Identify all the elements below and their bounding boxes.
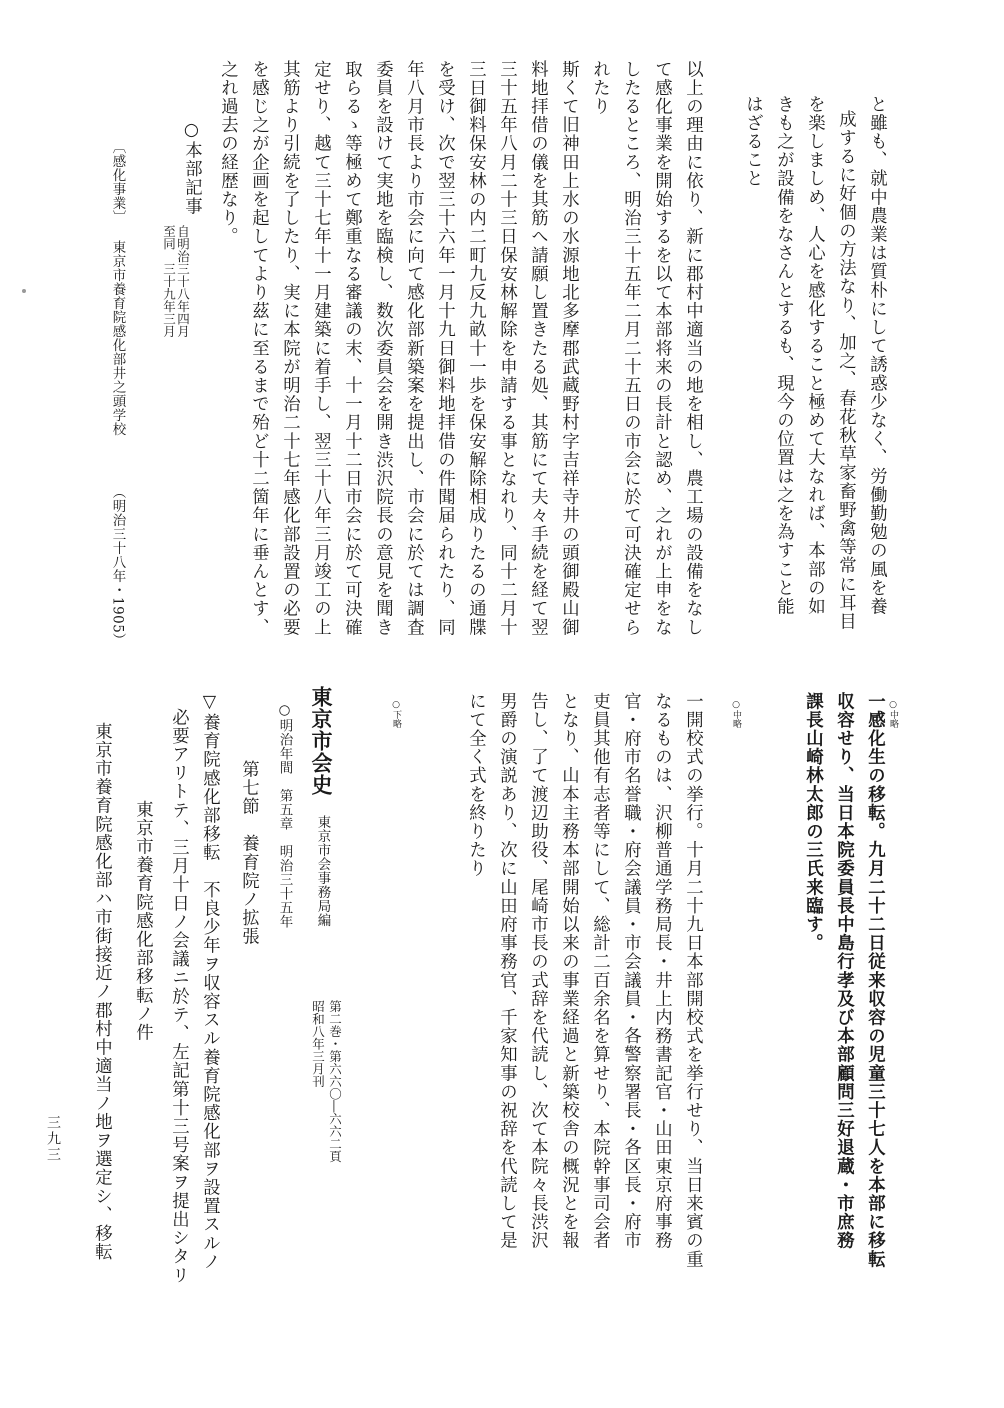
lower-block2-line-8: にて全く式を終りたり — [465, 692, 486, 878]
karyaku-note: ○下略 — [391, 700, 401, 728]
lower-block2-line-3: 官・府市名誉職・府会議員・市会議員・各警察署長・各区長・府市 — [620, 692, 641, 1250]
date-range-from: 自明治三十八年四月 — [175, 225, 191, 338]
upper-line-4: きも之が設備をなさんとするも、現今の位置は之を為すこと能 — [773, 95, 794, 616]
publication-date: 昭和八年三月刊 — [310, 1000, 326, 1088]
upper-line-6: 以上の理由に依り、新に郡村中適当の地を相し、農工場の設備をなし — [682, 60, 703, 637]
upper-line-12: 三十五年八月二十三日保安林解除を申請する事となれり、同十二月十 — [496, 60, 517, 637]
upper-line-11: 料地拝借の儀を其筋へ請願し置きたる処、其筋にて夫々手続を経て翌 — [527, 60, 548, 637]
item-line-4: 東京市養育院感化部ハ市街接近ノ郡村中適当ノ地ヲ選定シ、移転 — [91, 722, 112, 1262]
source-year: （明治三十八年・1905） — [109, 485, 126, 648]
margin-speck — [22, 289, 26, 293]
upper-line-18: 定せり、越て三十七年十一月建築に着手し、翌三十八年三月竣工の上 — [310, 60, 331, 637]
editor-credit: 東京市会事務局編 — [314, 815, 331, 927]
tokyo-shikai-shi-title: 東京市会史 — [309, 686, 334, 796]
lower-block2-line-2: なるものは、沢柳普通学務局長・井上内務書記官・山田東京府事務 — [651, 692, 672, 1250]
upper-line-20: を感じ之が企画を起してより茲に至るまで殆ど十二箇年に垂んとす、 — [248, 60, 269, 637]
lower-block1-line-3: 課長山崎林太郎の三氏来臨す。 — [802, 692, 823, 953]
lower-block2-line-7: 男爵の演説あり、次に山田府事務官、千家知事の祝辞を代読して是 — [496, 692, 517, 1250]
upper-line-15: 年八月市長より市会に向て感化部新築案を提出し、市会に於ては調査 — [403, 60, 424, 637]
item-line-2: 必要アリトテ、三月十日ノ会議ニ於テ、左記第十三号案ヲ提出シタリ — [168, 708, 189, 1285]
source-label: 〔感化事業〕 — [109, 140, 126, 224]
lower-block2-line-1: 一開校式の挙行。十月二十九日本部開校式を挙行せり、当日来賓の重 — [682, 692, 703, 1269]
section-title: 第七節 養育院ノ拡張 — [238, 760, 259, 946]
page-number: 三九三 — [45, 1115, 61, 1163]
lower-block1-line-1: 一感化生の移転。九月二十二日従来収容の児童三十七人を本部に移転 — [864, 692, 885, 1269]
item-3-title: 東京市養育院感化部移転ノ件 — [132, 800, 153, 1042]
lower-block1-line-2: 収容せり、当日本院委員長中島行孝及び本部顧問三好退蔵・市庶務 — [833, 692, 854, 1250]
lower-block2-line-4: 吏員其他有志者等にして、総計二百余名を算せり、本院幹事司会者 — [589, 692, 610, 1250]
lower-block2-line-6: 告し、了て渡辺助役、尾崎市長の式辞を代読し、次て本院々長渋沢 — [527, 692, 548, 1250]
upper-line-17: 取らるゝ等極めて鄭重なる審議の末、十一月十二日市会に於て可決確 — [341, 60, 362, 637]
upper-line-9: れたり — [589, 60, 610, 116]
upper-line-1: と雖も、就中農業は質朴にして誘惑少なく、労働勤勉の風を養 — [866, 95, 887, 616]
upper-line-16: 委員を設けて実地を臨検し、数次委員会を開き渋沢院長の意見を聞き — [372, 60, 393, 637]
upper-line-19: 其筋より引続を了したり、実に本院が明治二十七年感化部設置の必要 — [279, 60, 300, 637]
date-range-to: 至同 三十九年三月 — [161, 225, 177, 338]
lower-block2-line-5: となり、山本主務本部開始以来の事業経過と新築校舎の概況とを報 — [558, 692, 579, 1250]
upper-line-13: 三日御料保安林の内二町九反九畝十一歩を保安解除相成りたるの通牒 — [465, 60, 486, 637]
chuuryaku-note-2: ○中略 — [731, 700, 741, 728]
item-line-1: ▽養育院感化部移転 不良少年ヲ収容スル養育院感化部ヲ設置スルノ — [199, 692, 220, 1272]
chuuryaku-note-1: ○中略 — [888, 700, 898, 728]
upper-line-8: したるところ、明治三十五年二月二十五日の市会に於て可決確定せら — [620, 60, 641, 637]
meiji-chapter-heading: ○明治年間 第五章 明治三十五年 — [276, 702, 293, 929]
upper-line-2: 成するに好個の方法なり、加之、春花秋草家畜野禽等常に耳目 — [835, 110, 856, 631]
upper-line-7: て感化事業を開始するを以て本部将来の長計と認め、之れが上申をな — [651, 60, 672, 637]
volume-info: 第二巻・第六六〇―六六二頁 — [327, 1000, 343, 1163]
upper-line-14: を受け、次で翌三十六年一月十九日御料地拝借の件聞届られたり、同 — [434, 60, 455, 637]
source-school: 東京市養育院感化部井之頭学校 — [109, 240, 126, 436]
honbu-kiji-heading: ○本部記事 — [181, 120, 202, 216]
upper-line-3: を楽しましめ、人心を感化すること極めて大なれば、本部の如 — [804, 95, 825, 616]
upper-line-10: 斯くて旧神田上水の水源地北多摩郡武蔵野村字吉祥寺井の頭御殿山御 — [558, 60, 579, 637]
upper-line-21: 之れ過去の経歴なり。 — [217, 60, 238, 246]
upper-line-5: はざること — [742, 95, 763, 188]
